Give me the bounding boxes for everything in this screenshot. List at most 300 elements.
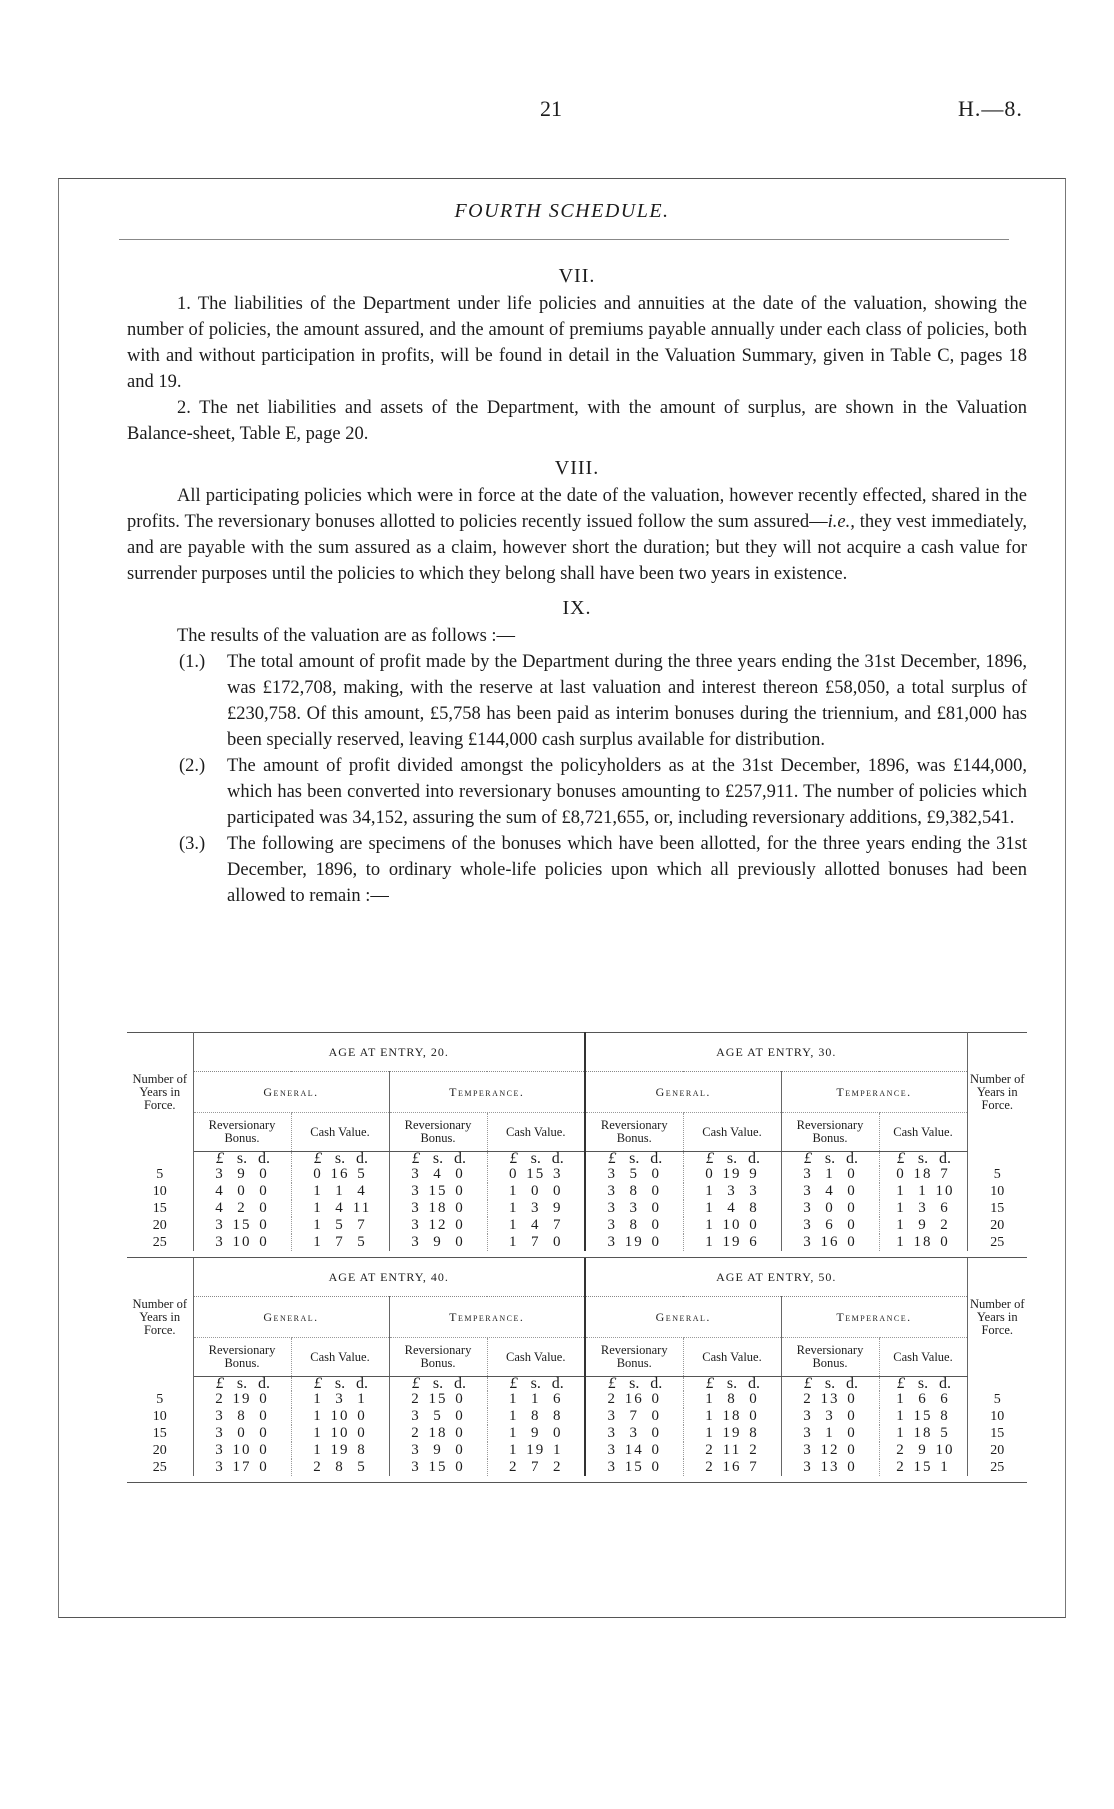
pence-value: 0 bbox=[651, 1183, 661, 1199]
amount-cell bbox=[193, 1442, 291, 1459]
pence-value: 0 bbox=[940, 1234, 950, 1250]
pounds-value: 3 bbox=[803, 1425, 813, 1441]
shilling-unit: s. bbox=[824, 1375, 836, 1392]
cash-value-header: Cash Value. bbox=[879, 1338, 967, 1377]
amount-cell bbox=[487, 1217, 585, 1234]
shillings-value: 15 bbox=[428, 1391, 448, 1407]
shillings-value: 8 bbox=[531, 1408, 541, 1424]
pence-value: 0 bbox=[259, 1391, 269, 1407]
pounds-value: 1 bbox=[509, 1234, 519, 1250]
table-bottom-rule bbox=[127, 1476, 1027, 1483]
shillings-value: 3 bbox=[531, 1200, 541, 1216]
pence-value: 0 bbox=[455, 1200, 465, 1216]
lsd-units bbox=[699, 1152, 765, 1166]
lsd-amount bbox=[307, 1217, 373, 1234]
amount-cell bbox=[291, 1442, 389, 1459]
shillings-value: 8 bbox=[629, 1183, 639, 1199]
lsd-amount bbox=[307, 1459, 373, 1476]
pound-unit: £ bbox=[509, 1150, 518, 1167]
shillings-value: 3 bbox=[727, 1183, 737, 1199]
pound-unit: £ bbox=[314, 1375, 322, 1392]
shillings-value: 2 bbox=[237, 1200, 247, 1216]
pounds-value: 1 bbox=[509, 1442, 519, 1458]
lsd-units bbox=[503, 1377, 569, 1391]
lsd-amount bbox=[405, 1200, 471, 1217]
years-in-force-header: Number of Years in Force. bbox=[970, 1296, 1025, 1337]
pence-value: 0 bbox=[553, 1183, 563, 1199]
pence-unit: d. bbox=[748, 1150, 760, 1167]
shillings-value: 3 bbox=[825, 1408, 835, 1424]
pounds-value: 3 bbox=[215, 1166, 225, 1182]
amount-cell bbox=[683, 1234, 781, 1251]
pence-unit: d. bbox=[650, 1150, 663, 1167]
shillings-value: 5 bbox=[433, 1408, 443, 1424]
table-row bbox=[127, 1459, 1027, 1476]
shillings-value: 10 bbox=[330, 1408, 350, 1424]
shillings-value: 19 bbox=[624, 1234, 644, 1250]
pounds-value: 3 bbox=[803, 1459, 813, 1475]
shillings-value: 11 bbox=[722, 1442, 742, 1458]
pence-value: 0 bbox=[651, 1200, 661, 1216]
lsd-amount bbox=[503, 1217, 569, 1234]
result-item-text: The following are specimens of the bonuses which have been allotted, for the three years ending the 31st December, 1896, to ordinary whole-life policies upon which all previously allotted bonuses had been allowed to remain :— bbox=[227, 834, 1027, 906]
schedule-frame bbox=[58, 178, 1066, 1618]
pounds-value: 2 bbox=[896, 1442, 906, 1458]
pence-unit: d. bbox=[454, 1375, 466, 1392]
pound-unit: £ bbox=[216, 1375, 224, 1392]
years-in-force-header: Number of Years in Force. bbox=[970, 1071, 1025, 1112]
lsd-amount bbox=[209, 1217, 275, 1234]
amount-cell bbox=[389, 1234, 487, 1251]
shilling-unit: s. bbox=[629, 1150, 640, 1167]
pounds-value: 1 bbox=[705, 1183, 715, 1199]
pounds-value: 3 bbox=[803, 1408, 813, 1424]
amount-cell bbox=[291, 1459, 389, 1476]
amount-cell bbox=[487, 1200, 585, 1217]
reversionary-bonus-header: Reversionary Bonus. bbox=[781, 1338, 879, 1377]
amount-cell bbox=[193, 1425, 291, 1442]
pence-value: 0 bbox=[259, 1459, 269, 1475]
pence-value: 8 bbox=[553, 1408, 563, 1424]
pounds-value: 3 bbox=[411, 1442, 421, 1458]
shillings-value: 18 bbox=[428, 1200, 448, 1216]
pence-value: 0 bbox=[847, 1183, 857, 1199]
units-cell bbox=[879, 1152, 967, 1167]
amount-cell bbox=[879, 1442, 967, 1459]
amount-cell bbox=[781, 1442, 879, 1459]
lsd-amount bbox=[405, 1183, 471, 1200]
pence-value: 2 bbox=[749, 1442, 759, 1458]
shilling-unit: s. bbox=[726, 1375, 738, 1392]
pounds-value: 2 bbox=[411, 1425, 421, 1441]
reversionary-bonus-header: Reversionary Bonus. bbox=[389, 1113, 487, 1152]
shillings-value: 3 bbox=[629, 1200, 639, 1216]
pence-value: 0 bbox=[455, 1391, 465, 1407]
pound-unit: £ bbox=[804, 1375, 812, 1392]
years-cell: 10 bbox=[990, 1409, 1005, 1424]
pence-unit: d. bbox=[356, 1375, 368, 1392]
amount-cell bbox=[291, 1200, 389, 1217]
pounds-value: 3 bbox=[411, 1183, 421, 1199]
bonus-table-ages-20-30 bbox=[127, 1032, 1027, 1258]
pence-unit: d. bbox=[846, 1375, 858, 1392]
amount-cell bbox=[585, 1183, 683, 1200]
pence-value: 0 bbox=[847, 1200, 857, 1216]
lsd-amount bbox=[601, 1408, 667, 1425]
shillings-value: 15 bbox=[526, 1166, 546, 1182]
lsd-amount bbox=[699, 1217, 765, 1234]
pounds-value: 2 bbox=[607, 1391, 617, 1407]
amount-cell bbox=[683, 1408, 781, 1425]
lsd-amount bbox=[890, 1391, 956, 1408]
years-cell: 10 bbox=[127, 1183, 193, 1200]
years-cell: 25 bbox=[990, 1460, 1005, 1475]
table-body bbox=[127, 1377, 1027, 1483]
shillings-value: 4 bbox=[531, 1217, 541, 1233]
lsd-amount bbox=[797, 1234, 863, 1251]
pence-value: 0 bbox=[455, 1442, 465, 1458]
pence-value: 3 bbox=[553, 1166, 563, 1182]
age-at-entry-header: AGE AT ENTRY, 30. bbox=[585, 1033, 967, 1072]
lsd-amount bbox=[890, 1183, 956, 1200]
pence-value: 0 bbox=[847, 1425, 857, 1441]
shillings-value: 19 bbox=[722, 1425, 742, 1441]
pound-unit: £ bbox=[897, 1150, 905, 1167]
amount-cell bbox=[879, 1391, 967, 1408]
shilling-unit: s. bbox=[917, 1375, 929, 1392]
lsd-amount bbox=[601, 1166, 667, 1183]
pence-value: 2 bbox=[940, 1217, 950, 1233]
pence-unit: d. bbox=[551, 1150, 564, 1167]
shilling-unit: s. bbox=[236, 1150, 248, 1167]
shillings-value: 1 bbox=[531, 1391, 541, 1407]
shillings-value: 19 bbox=[526, 1442, 546, 1458]
schedule-title: FOURTH SCHEDULE. bbox=[454, 200, 670, 222]
lsd-amount bbox=[797, 1200, 863, 1217]
result-item-1 bbox=[179, 649, 1027, 753]
pounds-value: 1 bbox=[896, 1408, 906, 1424]
amount-cell bbox=[683, 1442, 781, 1459]
amount-cell bbox=[879, 1217, 967, 1234]
shilling-unit: s. bbox=[530, 1150, 541, 1167]
pounds-value: 1 bbox=[313, 1234, 323, 1250]
lsd-amount bbox=[307, 1234, 373, 1251]
amount-cell bbox=[487, 1183, 585, 1200]
shilling-unit: s. bbox=[236, 1375, 248, 1392]
pounds-value: 4 bbox=[215, 1200, 225, 1216]
amount-cell bbox=[781, 1391, 879, 1408]
pence-value: 6 bbox=[749, 1234, 759, 1250]
pence-value: 10 bbox=[935, 1442, 955, 1458]
section-viii-text-a: All participating policies which were in force at the date of the valuation, however recently effected, shared in the profits. The reversionary bonuses allotted to policies recently issued follow the sum assured— bbox=[127, 486, 1027, 532]
shillings-value: 12 bbox=[428, 1217, 448, 1233]
pence-value: 5 bbox=[940, 1425, 950, 1441]
units-row bbox=[127, 1152, 1027, 1167]
reversionary-bonus-header: Reversionary Bonus. bbox=[193, 1338, 291, 1377]
pence-value: 10 bbox=[935, 1183, 955, 1199]
years-in-force-header: Number of Years in Force. bbox=[127, 1258, 193, 1377]
pence-value: 1 bbox=[940, 1459, 950, 1475]
pounds-value: 3 bbox=[803, 1183, 813, 1199]
pence-value: 6 bbox=[940, 1200, 950, 1216]
shillings-value: 15 bbox=[232, 1217, 252, 1233]
lsd-units bbox=[503, 1152, 569, 1166]
shillings-value: 13 bbox=[820, 1391, 840, 1407]
cash-value-header: Cash Value. bbox=[683, 1113, 781, 1152]
cash-value-header: Cash Value. bbox=[487, 1113, 585, 1152]
reversionary-bonus-header: Reversionary Bonus. bbox=[585, 1113, 683, 1152]
pence-value: 0 bbox=[749, 1391, 759, 1407]
amount-cell bbox=[291, 1166, 389, 1183]
years-cell: 5 bbox=[993, 1392, 1001, 1407]
amount-cell bbox=[487, 1408, 585, 1425]
lsd-units bbox=[405, 1152, 471, 1166]
years-cell: 20 bbox=[990, 1218, 1005, 1233]
shillings-value: 1 bbox=[825, 1166, 835, 1182]
pence-value: 0 bbox=[455, 1425, 465, 1441]
amount-cell bbox=[291, 1391, 389, 1408]
result-item-text: The total amount of profit made by the Department during the three years ending the 31st December, 1896, was £172,708, making, with the reserve at last valuation and interest thereon £58,050, a total surplus of £230,758. Of this amount, £5,758 has been paid as interim bonuses during the triennium, and £81,000 has been specially reserved, leaving £144,000 cash surplus available for distribution. bbox=[227, 652, 1027, 750]
units-cell bbox=[291, 1377, 389, 1392]
shillings-value: 18 bbox=[722, 1408, 742, 1424]
units-cell bbox=[781, 1377, 879, 1392]
pence-value: 0 bbox=[455, 1166, 465, 1182]
section-ix-intro: The results of the valuation are as follows :— bbox=[177, 626, 516, 646]
pence-value: 0 bbox=[553, 1425, 563, 1441]
lsd-amount bbox=[405, 1408, 471, 1425]
lsd-amount bbox=[699, 1166, 765, 1183]
pence-value: 0 bbox=[651, 1425, 661, 1441]
lsd-amount bbox=[601, 1217, 667, 1234]
shillings-value: 12 bbox=[820, 1442, 840, 1458]
pounds-value: 3 bbox=[215, 1217, 225, 1233]
bonus-tables bbox=[127, 1032, 1027, 1483]
shillings-value: 8 bbox=[629, 1217, 639, 1233]
lsd-amount bbox=[209, 1234, 275, 1251]
pence-value: 0 bbox=[259, 1183, 269, 1199]
pence-value: 0 bbox=[749, 1408, 759, 1424]
general-header: General. bbox=[585, 1297, 781, 1338]
reversionary-bonus-header: Reversionary Bonus. bbox=[781, 1113, 879, 1152]
amount-cell bbox=[291, 1234, 389, 1251]
pence-value: 0 bbox=[651, 1391, 661, 1407]
general-header: General. bbox=[193, 1297, 389, 1338]
temperance-header: Temperance. bbox=[389, 1297, 585, 1338]
lsd-amount bbox=[797, 1183, 863, 1200]
pounds-value: 3 bbox=[215, 1459, 225, 1475]
section-heading-vii: VII. bbox=[558, 265, 596, 287]
lsd-amount bbox=[699, 1408, 765, 1425]
pence-value: 1 bbox=[357, 1391, 367, 1407]
pounds-value: 2 bbox=[509, 1459, 519, 1475]
years-cell: 10 bbox=[990, 1184, 1005, 1199]
lsd-amount bbox=[209, 1425, 275, 1442]
shillings-value: 6 bbox=[825, 1217, 835, 1233]
shilling-unit: s. bbox=[726, 1150, 738, 1167]
shillings-value: 0 bbox=[237, 1425, 247, 1441]
table-row bbox=[127, 1391, 1027, 1408]
lsd-amount bbox=[503, 1200, 569, 1217]
amount-cell bbox=[193, 1166, 291, 1183]
shillings-value: 15 bbox=[913, 1408, 933, 1424]
temperance-header: Temperance. bbox=[781, 1072, 967, 1113]
years-cell: 15 bbox=[127, 1200, 193, 1217]
pounds-value: 1 bbox=[509, 1217, 519, 1233]
pounds-value: 3 bbox=[803, 1200, 813, 1216]
shillings-value: 18 bbox=[913, 1425, 933, 1441]
shilling-unit: s. bbox=[824, 1150, 836, 1167]
lsd-amount bbox=[307, 1183, 373, 1200]
lsd-amount bbox=[699, 1234, 765, 1251]
pence-value: 8 bbox=[940, 1408, 950, 1424]
years-cell: 5 bbox=[127, 1391, 193, 1408]
pounds-value: 4 bbox=[215, 1183, 225, 1199]
shillings-value: 7 bbox=[531, 1459, 541, 1475]
result-item-number: (1.) bbox=[179, 652, 206, 672]
lsd-amount bbox=[890, 1442, 956, 1459]
pounds-value: 1 bbox=[313, 1200, 323, 1216]
pounds-value: 2 bbox=[896, 1459, 906, 1475]
shillings-value: 18 bbox=[913, 1166, 933, 1182]
general-header: General. bbox=[585, 1072, 781, 1113]
pence-unit: d. bbox=[356, 1150, 368, 1167]
shillings-value: 9 bbox=[918, 1442, 928, 1458]
shillings-value: 14 bbox=[624, 1442, 644, 1458]
pounds-value: 1 bbox=[313, 1391, 323, 1407]
units-cell bbox=[781, 1152, 879, 1167]
pence-value: 0 bbox=[259, 1217, 269, 1233]
pence-unit: d. bbox=[846, 1150, 858, 1167]
amount-cell bbox=[487, 1234, 585, 1251]
pence-value: 7 bbox=[357, 1217, 367, 1233]
amount-cell bbox=[781, 1200, 879, 1217]
lsd-amount bbox=[699, 1391, 765, 1408]
pence-unit: d. bbox=[258, 1150, 270, 1167]
table-bottom-rule bbox=[127, 1251, 1027, 1258]
years-cell: 5 bbox=[993, 1167, 1001, 1182]
result-item-number: (2.) bbox=[179, 756, 206, 776]
pence-value: 0 bbox=[455, 1234, 465, 1250]
lsd-units bbox=[405, 1377, 471, 1391]
amount-cell bbox=[487, 1391, 585, 1408]
amount-cell bbox=[487, 1459, 585, 1476]
shillings-value: 7 bbox=[531, 1234, 541, 1250]
pounds-value: 3 bbox=[215, 1234, 225, 1250]
lsd-units bbox=[209, 1152, 275, 1166]
lsd-amount bbox=[797, 1425, 863, 1442]
shillings-value: 15 bbox=[428, 1183, 448, 1199]
amount-cell bbox=[585, 1442, 683, 1459]
pence-value: 0 bbox=[357, 1425, 367, 1441]
shillings-value: 4 bbox=[335, 1200, 345, 1216]
pounds-value: 1 bbox=[705, 1234, 715, 1250]
pence-value: 0 bbox=[651, 1217, 661, 1233]
pound-unit: £ bbox=[608, 1375, 617, 1392]
pounds-value: 2 bbox=[803, 1391, 813, 1407]
age-at-entry-header: AGE AT ENTRY, 50. bbox=[585, 1258, 967, 1297]
units-spacer bbox=[127, 1152, 193, 1167]
lsd-amount bbox=[890, 1408, 956, 1425]
shillings-value: 19 bbox=[232, 1391, 252, 1407]
pounds-value: 3 bbox=[803, 1166, 813, 1182]
amount-cell bbox=[585, 1217, 683, 1234]
section-vii-paragraph-1: 1. The liabilities of the Department under life policies and annuities at the date of the valuation, showing the number of policies, the amount assured, and the amount of premiums payable annually under each class of policies, both with and without participation in profits, will be found in detail in the Valuation Summary, given in Table C, pages 18 and 19. bbox=[127, 294, 1027, 392]
amount-cell bbox=[585, 1459, 683, 1476]
cash-value-header: Cash Value. bbox=[291, 1113, 389, 1152]
pound-unit: £ bbox=[897, 1375, 905, 1392]
amount-cell bbox=[389, 1183, 487, 1200]
lsd-amount bbox=[209, 1200, 275, 1217]
pence-value: 8 bbox=[357, 1442, 367, 1458]
pence-value: 7 bbox=[940, 1166, 950, 1182]
amount-cell bbox=[389, 1425, 487, 1442]
lsd-amount bbox=[503, 1425, 569, 1442]
lsd-amount bbox=[307, 1442, 373, 1459]
amount-cell bbox=[389, 1459, 487, 1476]
lsd-amount bbox=[405, 1166, 471, 1183]
pence-value: 0 bbox=[455, 1217, 465, 1233]
amount-cell bbox=[879, 1459, 967, 1476]
lsd-amount bbox=[601, 1391, 667, 1408]
pence-value: 0 bbox=[749, 1217, 759, 1233]
lsd-amount bbox=[209, 1408, 275, 1425]
amount-cell bbox=[781, 1217, 879, 1234]
schedule-body bbox=[127, 259, 1027, 909]
amount-cell bbox=[193, 1391, 291, 1408]
years-cell: 20 bbox=[127, 1442, 193, 1459]
table-row bbox=[127, 1234, 1027, 1251]
lsd-amount bbox=[307, 1425, 373, 1442]
shillings-value: 4 bbox=[433, 1166, 443, 1182]
amount-cell bbox=[879, 1425, 967, 1442]
shillings-value: 4 bbox=[727, 1200, 737, 1216]
lsd-amount bbox=[797, 1391, 863, 1408]
pounds-value: 1 bbox=[509, 1391, 519, 1407]
pence-value: 6 bbox=[940, 1391, 950, 1407]
units-cell bbox=[193, 1377, 291, 1392]
units-cell bbox=[487, 1377, 585, 1392]
amount-cell bbox=[683, 1166, 781, 1183]
amount-cell bbox=[389, 1166, 487, 1183]
lsd-amount bbox=[209, 1442, 275, 1459]
section-viii-italic: i.e., bbox=[827, 512, 855, 532]
pound-unit: £ bbox=[608, 1150, 617, 1167]
units-spacer bbox=[967, 1152, 1027, 1167]
shillings-value: 16 bbox=[722, 1459, 742, 1475]
pence-value: 2 bbox=[553, 1459, 563, 1475]
units-cell bbox=[193, 1152, 291, 1167]
shillings-value: 0 bbox=[237, 1183, 247, 1199]
pence-value: 0 bbox=[455, 1408, 465, 1424]
lsd-amount bbox=[503, 1391, 569, 1408]
shillings-value: 1 bbox=[918, 1183, 928, 1199]
shillings-value: 15 bbox=[913, 1459, 933, 1475]
shilling-unit: s. bbox=[629, 1375, 640, 1392]
lsd-amount bbox=[405, 1234, 471, 1251]
lsd-amount bbox=[503, 1442, 569, 1459]
pound-unit: £ bbox=[314, 1150, 322, 1167]
shilling-unit: s. bbox=[917, 1150, 929, 1167]
lsd-amount bbox=[405, 1425, 471, 1442]
shillings-value: 19 bbox=[722, 1166, 742, 1182]
pounds-value: 2 bbox=[705, 1459, 715, 1475]
amount-cell bbox=[683, 1217, 781, 1234]
pence-value: 0 bbox=[847, 1442, 857, 1458]
section-heading-ix: IX. bbox=[562, 597, 592, 619]
lsd-amount bbox=[503, 1183, 569, 1200]
pence-value: 0 bbox=[259, 1234, 269, 1250]
pounds-value: 3 bbox=[803, 1442, 813, 1458]
